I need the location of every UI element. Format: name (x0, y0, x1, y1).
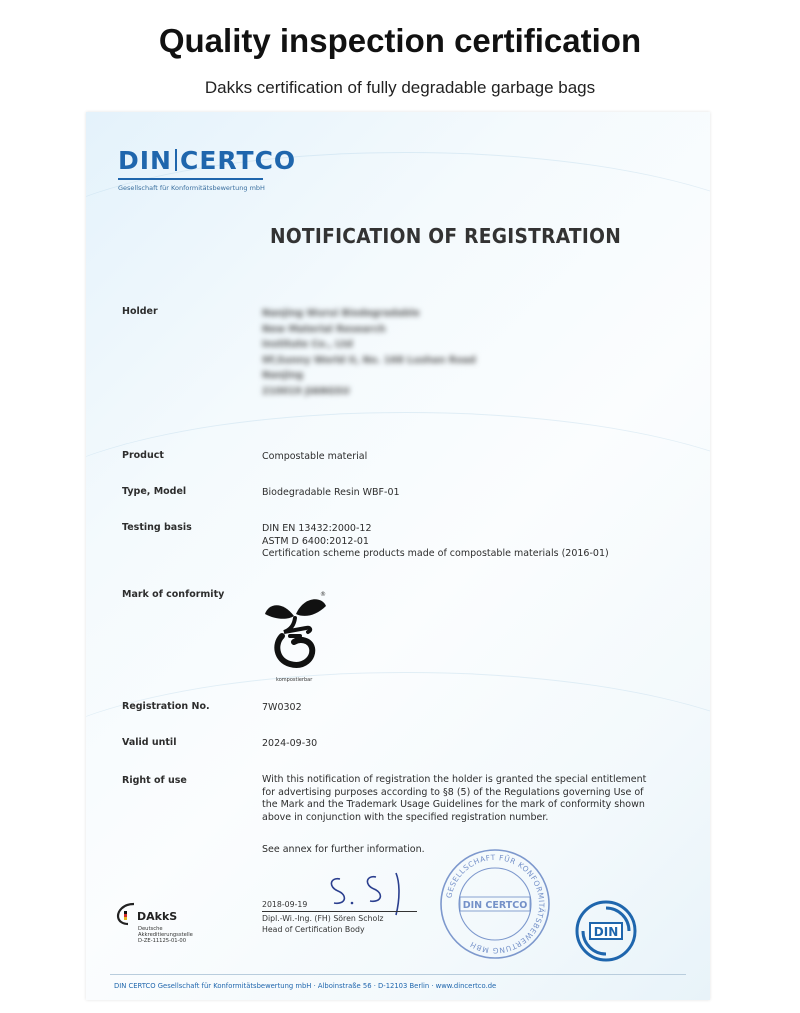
registration-no-value: 7W0302 (262, 702, 302, 713)
page-subtitle: Dakks certification of fully degradable garbage bags (204, 78, 596, 97)
right-of-use-text: With this notification of registration the holder is granted the special entitlement for advertising purposes according to §8 (5) of the Regulations governing Use of the Mark and the Trademark Usage Guidelines for the mark of conformity shown above in conjunction with the specified registration number. (262, 774, 647, 823)
signatory-name: Dipl.-Wi.-Ing. (FH) Sören Scholz (262, 914, 384, 923)
dakks-mark-icon (116, 902, 136, 926)
brand-left: DIN (118, 146, 172, 175)
annex-note: See annex for further information. (262, 844, 425, 855)
kompostierbar-caption: kompostierbar (276, 677, 313, 683)
footer-divider (110, 974, 686, 975)
footer-address: DIN CERTCO Gesellschaft für Konformitätsbewertung mbH · Alboinstraße 56 · D-12103 Berlin · www.dincertco.de (114, 982, 497, 990)
din-certco-logo (118, 146, 296, 175)
din-logo (574, 899, 638, 963)
valid-until-value: 2024-09-30 (262, 738, 318, 749)
din-certco-stamp (436, 845, 554, 963)
product-value: Compostable material (262, 451, 368, 462)
registered-mark: ® (320, 591, 326, 598)
type-model-label: Type, Model (122, 486, 187, 497)
brand-underline (118, 178, 263, 180)
right-of-use-label: Right of use (122, 775, 187, 786)
document-title: NOTIFICATION OF REGISTRATION (270, 224, 622, 248)
signature-line (262, 911, 417, 912)
seedling-compost-icon (260, 586, 330, 676)
type-model-value: Biodegradable Resin WBF-01 (262, 487, 400, 498)
dakks-logo (116, 902, 193, 945)
holder-label: Holder (122, 306, 158, 317)
dakks-name: DAkkS (137, 910, 178, 923)
page-title: Quality inspection certification (158, 22, 642, 59)
testing-basis-label: Testing basis (122, 522, 192, 533)
signature-date: 2018-09-19 (262, 900, 308, 909)
mark-of-conformity-label: Mark of conformity (122, 589, 225, 600)
stamp-ring-text: GESELLSCHAFT FÜR KONFORMITÄTSBEWERTUNG MBH (444, 852, 547, 956)
holder-address: Nanjing Wurui Biodegradable New Material Research Institute Co., Ltd 9F,Sunny World II, No. 168 Lushan Road Nanjing 210019 JIANGSU (262, 308, 476, 397)
certificate-document (86, 112, 710, 1000)
testing-basis-value: DIN EN 13432:2000-12 ASTM D 6400:2012-01 Certification scheme products made of compostable materials (2016-01) (262, 523, 609, 559)
signatory-role: Head of Certification Body (262, 925, 365, 934)
product-label: Product (122, 450, 164, 461)
valid-until-label: Valid until (122, 737, 177, 748)
dakks-details: Deutsche Akkreditierungsstelle D-ZE-11125-01-00 (138, 926, 193, 945)
stamp-center-text: DIN CERTCO (462, 900, 528, 911)
brand-tagline: Gesellschaft für Konformitätsbewertung mbH (118, 184, 265, 192)
brand-right: CERTCO (179, 146, 297, 175)
registration-no-label: Registration No. (122, 701, 210, 712)
din-logo-text: DIN (593, 925, 619, 939)
